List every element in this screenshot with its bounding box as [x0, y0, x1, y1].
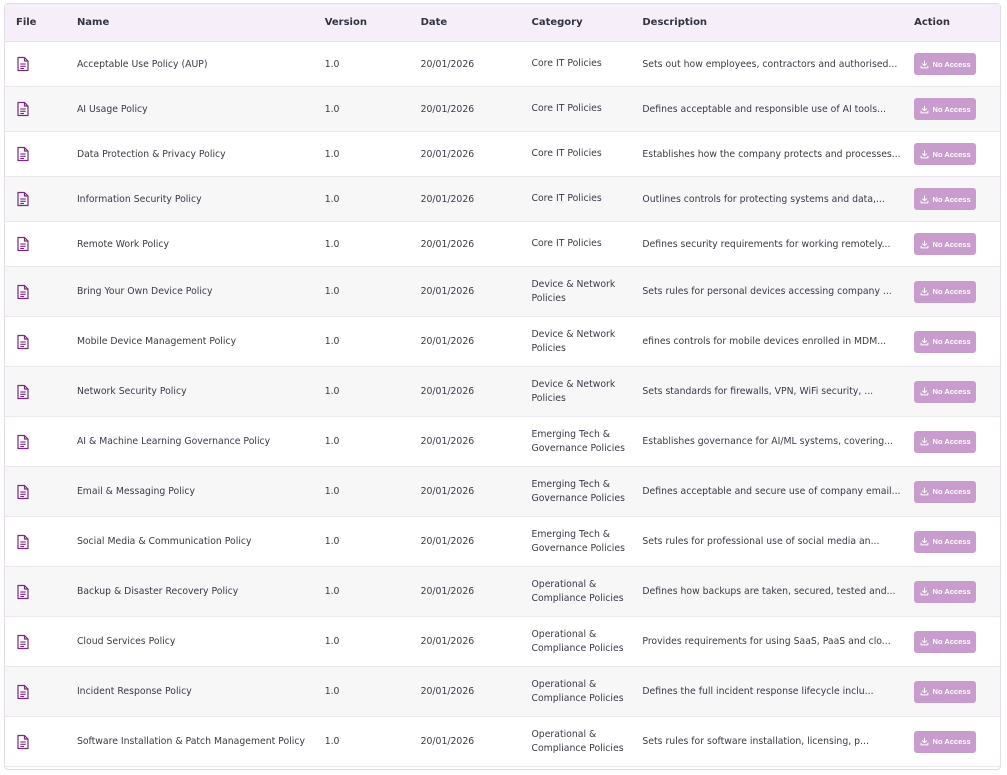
table-row	[5, 87, 1000, 132]
file-cell	[5, 434, 77, 450]
policy-category: Device & Network Policies	[531, 328, 616, 354]
document-icon[interactable]	[16, 56, 30, 72]
no-access-button[interactable]	[914, 188, 976, 210]
policy-description-cell	[642, 104, 914, 115]
policy-name: Acceptable Use Policy (AUP)	[76, 58, 208, 70]
policy-description-cell	[642, 736, 914, 747]
no-access-label: No Access	[932, 149, 971, 159]
policy-description: Sets rules for professional use of social media an...	[642, 536, 880, 547]
policy-description-cell	[642, 286, 914, 297]
policy-name: Cloud Services Policy	[76, 636, 176, 647]
policy-description: Defines the full incident response lifecycle inclu...	[642, 686, 874, 697]
policy-category: Device & Network Policies	[531, 378, 616, 404]
policy-description: Sets rules for personal devices accessing company ...	[642, 286, 892, 297]
download-icon	[920, 537, 929, 546]
policy-description-cell	[642, 436, 914, 447]
table-row	[5, 717, 1000, 767]
policy-description-cell	[642, 336, 914, 347]
no-access-label: No Access	[932, 239, 971, 249]
document-icon[interactable]	[16, 584, 30, 600]
action-cell	[914, 731, 1000, 753]
no-access-label: No Access	[932, 487, 971, 496]
policy-category: Core IT Policies	[531, 193, 602, 204]
table-row	[5, 267, 1000, 317]
policy-description-cell	[642, 686, 914, 697]
download-icon	[920, 687, 929, 696]
download-icon	[920, 637, 929, 646]
policy-version: 1.0	[324, 586, 340, 597]
policy-category: Core IT Policies	[531, 238, 602, 249]
no-access-label: No Access	[932, 687, 971, 696]
download-icon	[920, 337, 929, 346]
policy-category: Operational & Compliance Policies	[531, 678, 624, 704]
table-header	[5, 4, 1000, 42]
table-row	[5, 367, 1000, 417]
policy-description: Sets rules for software installation, licensing, p...	[642, 736, 869, 747]
header-date[interactable]: Date	[420, 17, 448, 28]
action-cell	[914, 581, 1000, 603]
action-cell	[914, 381, 1000, 403]
header-category[interactable]: Category	[531, 16, 583, 28]
document-icon[interactable]	[16, 434, 30, 450]
policy-date: 20/01/2026	[420, 103, 475, 115]
policy-category: Emerging Tech & Governance Policies	[531, 528, 625, 554]
policy-category: Device & Network Policies	[531, 278, 616, 304]
action-cell	[914, 331, 1000, 353]
file-cell	[5, 101, 77, 117]
action-cell	[914, 281, 1000, 303]
document-icon[interactable]	[16, 484, 30, 500]
policy-name: AI & Machine Learning Governance Policy	[76, 436, 271, 447]
policy-date: 20/01/2026	[420, 58, 475, 70]
policy-version: 1.0	[324, 636, 340, 647]
file-cell	[5, 56, 77, 72]
document-icon[interactable]	[16, 146, 30, 162]
action-cell	[914, 188, 1000, 210]
policy-category: Operational & Compliance Policies	[531, 578, 624, 604]
no-access-button[interactable]	[914, 681, 976, 703]
policy-date: 20/01/2026	[420, 686, 475, 697]
policy-version: 1.0	[324, 486, 340, 497]
action-cell	[914, 681, 1000, 703]
file-cell	[5, 534, 77, 550]
policy-version: 1.0	[324, 148, 340, 160]
table-row	[5, 667, 1000, 717]
policy-date: 20/01/2026	[420, 286, 475, 297]
policy-version: 1.0	[324, 238, 340, 250]
action-cell	[914, 143, 1000, 165]
policy-description: Sets standards for firewalls, VPN, WiFi security, ...	[642, 386, 874, 397]
no-access-button[interactable]	[914, 233, 976, 255]
no-access-button[interactable]	[914, 381, 976, 403]
table-row	[5, 517, 1000, 567]
document-icon[interactable]	[16, 734, 30, 750]
policy-category: Core IT Policies	[531, 58, 602, 69]
policy-name: AI Usage Policy	[76, 103, 148, 115]
policy-category: Core IT Policies	[531, 148, 602, 159]
document-icon[interactable]	[16, 101, 30, 117]
policy-version: 1.0	[324, 686, 340, 697]
no-access-label: No Access	[932, 59, 971, 69]
no-access-button[interactable]	[914, 98, 976, 120]
download-icon	[920, 195, 929, 204]
table-row	[5, 177, 1000, 222]
policy-name: Social Media & Communication Policy	[76, 536, 252, 547]
no-access-label: No Access	[932, 737, 971, 746]
policy-version: 1.0	[324, 336, 340, 347]
no-access-button[interactable]	[914, 53, 976, 75]
file-cell	[5, 334, 77, 350]
policy-name: Mobile Device Management Policy	[76, 336, 237, 347]
policy-date: 20/01/2026	[420, 486, 475, 497]
download-icon	[920, 437, 929, 446]
policy-description: Establishes how the company protects and processes...	[642, 148, 901, 160]
table-row	[5, 617, 1000, 667]
policy-description: Establishes governance for AI/ML systems, covering...	[642, 436, 894, 447]
header-version[interactable]: Version	[324, 17, 367, 28]
policy-version: 1.0	[324, 286, 340, 297]
policy-name: Incident Response Policy	[76, 686, 192, 697]
document-icon[interactable]	[16, 191, 30, 207]
action-cell	[914, 481, 1000, 503]
no-access-button[interactable]	[914, 431, 976, 453]
header-action: Action	[914, 17, 950, 28]
action-cell	[914, 233, 1000, 255]
no-access-button[interactable]	[914, 331, 976, 353]
table-row	[5, 132, 1000, 177]
policy-date: 20/01/2026	[420, 586, 475, 597]
policy-version: 1.0	[324, 536, 340, 547]
policy-version: 1.0	[324, 103, 340, 115]
policy-name: Remote Work Policy	[76, 238, 170, 250]
file-cell	[5, 146, 77, 162]
no-access-button[interactable]	[914, 281, 976, 303]
policy-description: Sets out how employees, contractors and authorised...	[642, 58, 898, 70]
no-access-button[interactable]	[914, 631, 976, 653]
file-cell	[5, 484, 77, 500]
policy-name: Data Protection & Privacy Policy	[76, 148, 226, 160]
no-access-button[interactable]	[914, 731, 976, 753]
table-body	[5, 42, 1000, 767]
no-access-label: No Access	[932, 287, 971, 296]
policy-description: Provides requirements for using SaaS, PaaS and clo...	[642, 636, 891, 647]
no-access-label: No Access	[932, 537, 971, 546]
policy-date: 20/01/2026	[420, 336, 475, 347]
action-cell	[914, 98, 1000, 120]
policy-category: Operational & Compliance Policies	[531, 628, 624, 654]
table-row	[5, 467, 1000, 517]
no-access-button[interactable]	[914, 143, 976, 165]
policy-name: Email & Messaging Policy	[76, 486, 195, 497]
policy-description: Outlines controls for protecting systems and data,...	[642, 193, 885, 205]
policy-name: Bring Your Own Device Policy	[76, 286, 213, 297]
policy-category: Core IT Policies	[531, 103, 602, 114]
table-row	[5, 42, 1000, 87]
policy-version: 1.0	[324, 193, 340, 205]
policy-description-cell	[642, 194, 914, 205]
table-row	[5, 417, 1000, 467]
file-cell	[5, 191, 77, 207]
action-cell	[914, 531, 1000, 553]
policy-name: Information Security Policy	[76, 193, 202, 205]
download-icon	[920, 287, 929, 296]
table-row	[5, 567, 1000, 617]
policy-description-cell	[642, 386, 914, 397]
document-icon[interactable]	[16, 634, 30, 650]
download-icon	[920, 587, 929, 596]
file-cell	[5, 284, 77, 300]
table-row	[5, 222, 1000, 267]
policy-category: Emerging Tech & Governance Policies	[531, 478, 625, 504]
header-file[interactable]: File	[16, 17, 37, 28]
policy-category: Operational & Compliance Policies	[531, 728, 624, 754]
policy-date: 20/01/2026	[420, 536, 475, 547]
no-access-label: No Access	[932, 637, 971, 646]
document-icon[interactable]	[16, 534, 30, 550]
policy-name: Software Installation & Patch Management Policy	[76, 736, 305, 747]
action-cell	[914, 431, 1000, 453]
policy-description: Defines acceptable and responsible use of AI tools...	[642, 103, 886, 115]
policy-version: 1.0	[324, 58, 340, 70]
policy-description-cell	[642, 59, 914, 70]
policy-version: 1.0	[324, 736, 340, 747]
policy-description: efines controls for mobile devices enrolled in MDM...	[642, 336, 887, 347]
policy-description: Defines how backups are taken, secured, tested and...	[642, 586, 896, 597]
document-icon[interactable]	[16, 236, 30, 252]
download-icon	[920, 387, 929, 396]
policy-date: 20/01/2026	[420, 636, 475, 647]
policy-date: 20/01/2026	[420, 238, 475, 250]
policy-description-cell	[642, 239, 914, 250]
policy-name: Network Security Policy	[76, 386, 187, 397]
file-cell	[5, 734, 77, 750]
policy-date: 20/01/2026	[420, 436, 475, 447]
no-access-button[interactable]	[914, 581, 976, 603]
no-access-label: No Access	[932, 587, 971, 596]
file-cell	[5, 236, 77, 252]
document-icon[interactable]	[16, 684, 30, 700]
policy-date: 20/01/2026	[420, 386, 475, 397]
document-icon[interactable]	[16, 384, 30, 400]
document-icon[interactable]	[16, 284, 30, 300]
no-access-label: No Access	[932, 104, 971, 114]
policy-date: 20/01/2026	[420, 193, 475, 205]
policy-description: Defines security requirements for working remotely...	[642, 238, 891, 250]
no-access-label: No Access	[932, 194, 971, 204]
policy-description-cell	[642, 149, 914, 160]
table-row	[5, 317, 1000, 367]
policies-table	[4, 3, 1001, 770]
policy-category: Emerging Tech & Governance Policies	[531, 428, 625, 454]
policy-name: Backup & Disaster Recovery Policy	[76, 586, 239, 597]
policy-description-cell	[642, 536, 914, 547]
no-access-label: No Access	[932, 437, 971, 446]
download-icon	[920, 150, 929, 159]
policy-date: 20/01/2026	[420, 148, 475, 160]
no-access-label: No Access	[932, 337, 971, 346]
action-cell	[914, 631, 1000, 653]
action-cell	[914, 53, 1000, 75]
download-icon	[920, 240, 929, 249]
policy-description-cell	[642, 636, 914, 647]
download-icon	[920, 105, 929, 114]
policy-version: 1.0	[324, 386, 340, 397]
file-cell	[5, 634, 77, 650]
policy-description: Defines acceptable and secure use of company email...	[642, 486, 901, 497]
policy-description-cell	[642, 486, 914, 497]
policy-description-cell	[642, 586, 914, 597]
download-icon	[920, 487, 929, 496]
file-cell	[5, 684, 77, 700]
document-icon[interactable]	[16, 334, 30, 350]
file-cell	[5, 584, 77, 600]
download-icon	[920, 737, 929, 746]
file-cell	[5, 384, 77, 400]
header-description[interactable]: Description	[642, 17, 708, 28]
policy-version: 1.0	[324, 436, 340, 447]
header-name[interactable]: Name	[76, 17, 110, 28]
no-access-button[interactable]	[914, 531, 976, 553]
no-access-label: No Access	[932, 387, 971, 396]
no-access-button[interactable]	[914, 481, 976, 503]
download-icon	[920, 60, 929, 69]
policy-date: 20/01/2026	[420, 736, 475, 747]
